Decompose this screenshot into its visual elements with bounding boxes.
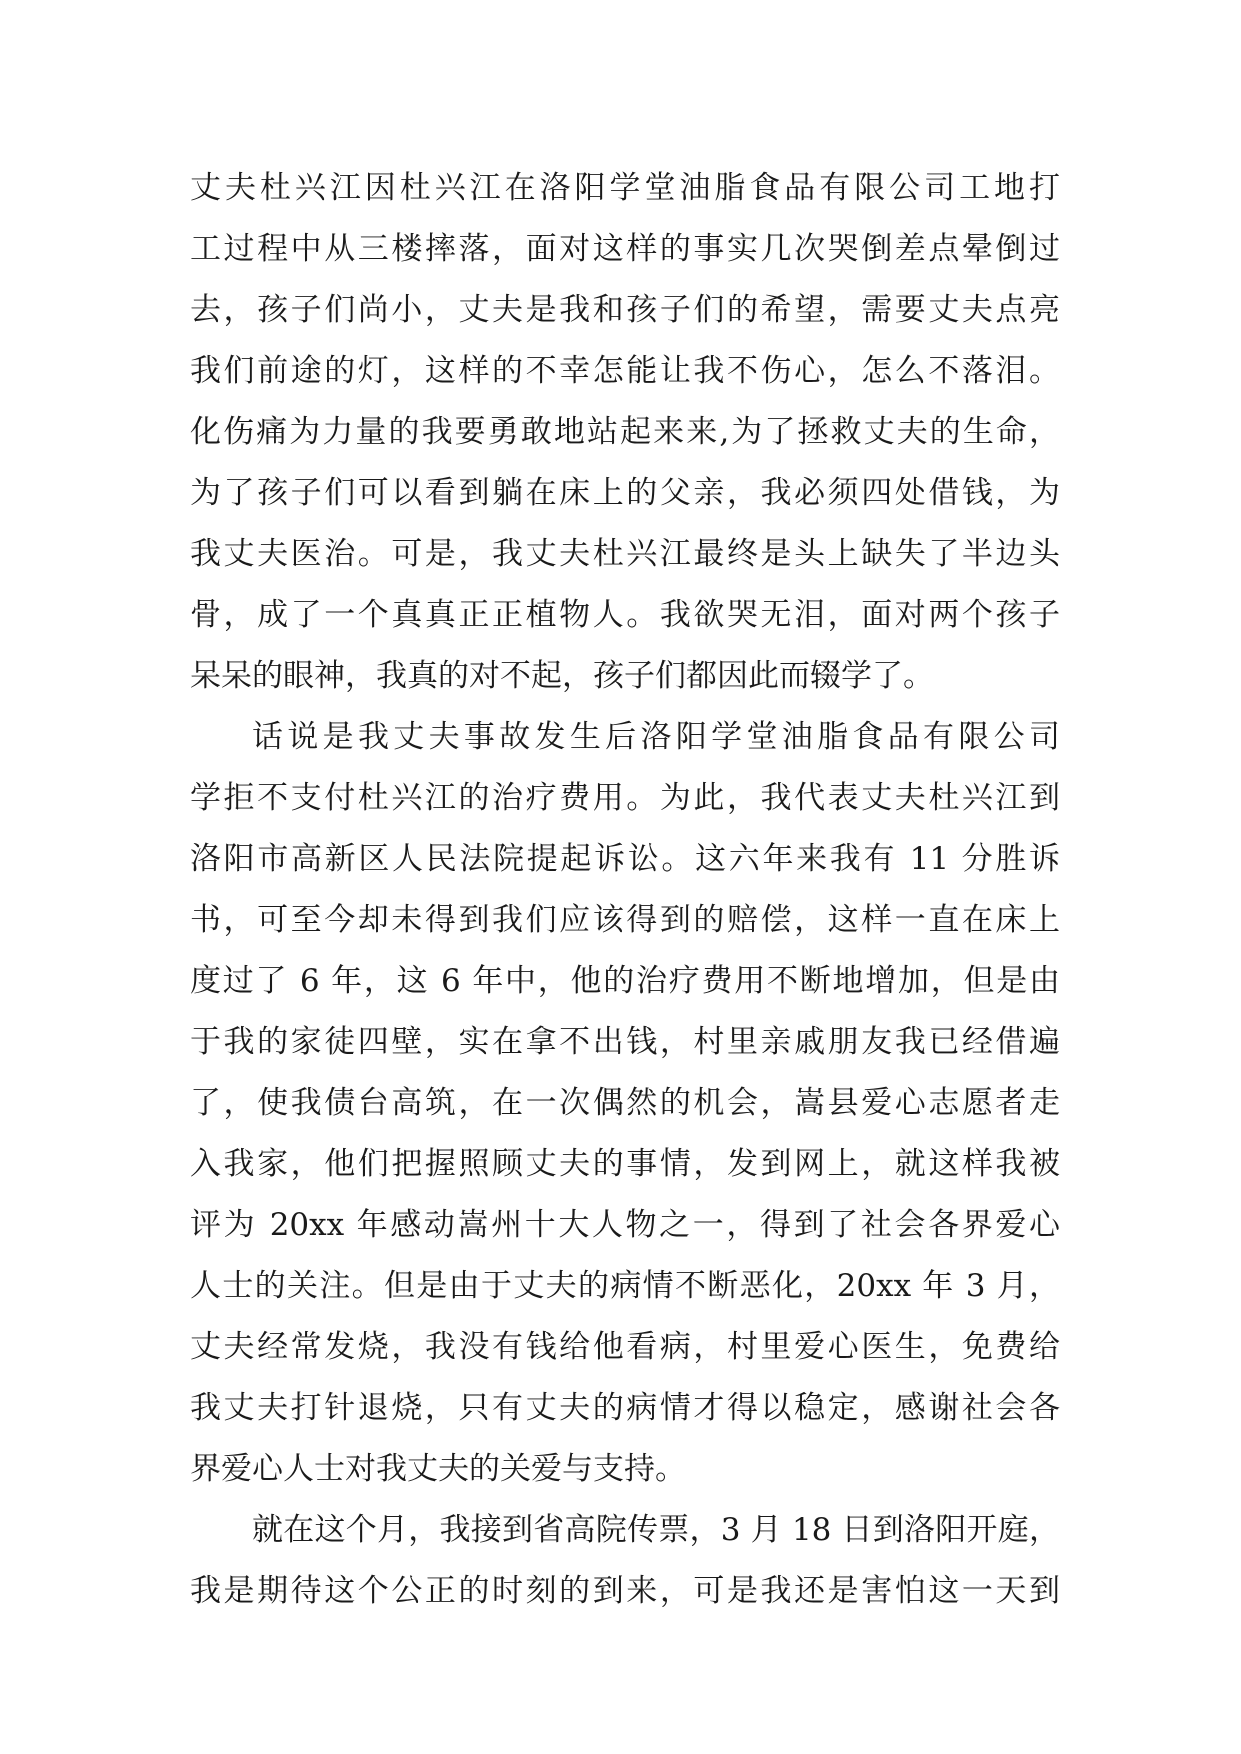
text-line: 丈夫杜兴江因杜兴江在洛阳学堂油脂食品有限公司工地打 xyxy=(190,170,1060,206)
text-line: 入我家，他们把握照顾丈夫的事情，发到网上，就这样我被 xyxy=(190,1146,1060,1182)
text-line: 我们前途的灯，这样的不幸怎能让我不伤心，怎么不落泪。 xyxy=(190,353,1060,389)
text-line: 丈夫经常发烧，我没有钱给他看病，村里爱心医生，免费给 xyxy=(190,1329,1060,1365)
text-line: 度过了 6 年，这 6 年中，他的治疗费用不断地增加，但是由 xyxy=(190,963,1060,999)
text-line: 我丈夫医治。可是，我丈夫杜兴江最终是头上缺失了半边头 xyxy=(190,536,1060,572)
paragraph-1 xyxy=(190,158,1060,707)
text-line: 我丈夫打针退烧，只有丈夫的病情才得以稳定，感谢社会各 xyxy=(190,1390,1060,1426)
text-line: 骨，成了一个真真正正植物人。我欲哭无泪，面对两个孩子 xyxy=(190,597,1060,633)
text-line: 为了孩子们可以看到躺在床上的父亲，我必须四处借钱，为 xyxy=(190,475,1060,511)
text-line: 我是期待这个公正的时刻的到来，可是我还是害怕这一天到 xyxy=(190,1573,1060,1609)
text-line: 话说是我丈夫事故发生后洛阳学堂油脂食品有限公司 xyxy=(252,719,1060,755)
text-line: 评为 20xx 年感动嵩州十大人物之一，得到了社会各界爱心 xyxy=(190,1207,1060,1243)
text-line: 于我的家徒四壁，实在拿不出钱，村里亲戚朋友我已经借遍 xyxy=(190,1024,1060,1060)
text-line: 工过程中从三楼摔落，面对这样的事实几次哭倒差点晕倒过 xyxy=(190,231,1060,267)
text-line: 呆呆的眼神，我真的对不起，孩子们都因此而辍学了。 xyxy=(190,658,934,694)
document-body xyxy=(190,158,1060,1622)
text-line: 学拒不支付杜兴江的治疗费用。为此，我代表丈夫杜兴江到 xyxy=(190,780,1060,816)
text-line: 洛阳市高新区人民法院提起诉讼。这六年来我有 11 分胜诉 xyxy=(190,841,1060,877)
text-line: 化伤痛为力量的我要勇敢地站起来来,为了拯救丈夫的生命， xyxy=(190,414,1060,450)
text-line: 书，可至今却未得到我们应该得到的赔偿，这样一直在床上 xyxy=(190,902,1060,938)
text-line: 人士的关注。但是由于丈夫的病情不断恶化，20xx 年 3 月， xyxy=(190,1268,1060,1304)
text-line: 界爱心人士对我丈夫的关爱与支持。 xyxy=(190,1451,686,1487)
paragraph-2 xyxy=(190,707,1060,1500)
text-line: 了，使我债台高筑，在一次偶然的机会，嵩县爱心志愿者走 xyxy=(190,1085,1060,1121)
text-line: 就在这个月，我接到省高院传票，3 月 18 日到洛阳开庭， xyxy=(252,1512,1060,1548)
paragraph-3 xyxy=(190,1500,1060,1622)
text-line: 去，孩子们尚小，丈夫是我和孩子们的希望，需要丈夫点亮 xyxy=(190,292,1060,328)
